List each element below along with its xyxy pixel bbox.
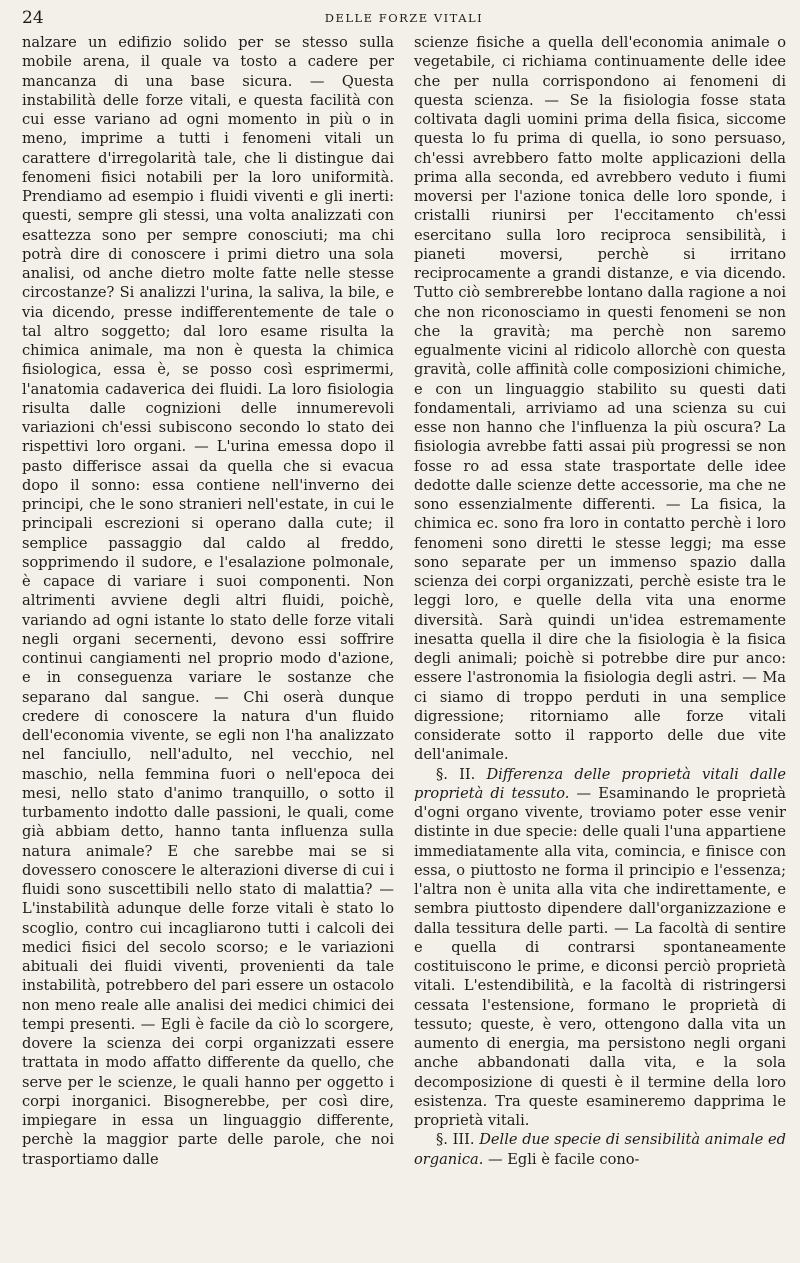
section-2-text: — Esaminando le proprietà d'ogni organo vivente, troviamo poter esse venir distinte in due specie: delle quali l'una appartiene immediatamente alla vita, comincia, e finisce con essa, o piuttosto ne forma il principio e l'essenza; l'altra non è unita alla vita che indirettamente, e sembra piuttosto dipendere dall'organizzazione e dalla tessitura delle parti. — La facoltà di sentire e quella di contrarsi spontaneamente costituiscono le prime, e diconsi perciò proprietà vitali. L'estendibilità, e la facoltà di ristringersi cessata l'estensione, formano le proprietà di tessuto; queste, è vero, ottengono dalla vita un aumento di energia, ma persistono negli organi anche abbandonati dalla vita, e la sola decomposizione di questi è il termine della loro esistenza. Tra queste esamineremo dapprima le proprietà vitali. (414, 784, 786, 1129)
section-3 (414, 1130, 786, 1169)
left-column-paragraph: nalzare un edifizio solido per se stesso sulla mobile arena, il quale va tosto a cadere per mancanza di una base sicura. — Questa instabilità delle forze vitali, e questa facilità con cui esse variano ad ogni momento in più o in meno, imprime a tutti i fenomeni vitali un carattere d'irregolarità tale, che li distingue dai fenomeni fisici notabili per la loro uniformità. Prendiamo ad esempio i fluidi viventi e gli inerti: questi, sempre gli stessi, una volta analizzati con esattezza sono per sempre conosciuti; ma chi potrà dire di conoscere i primi dietro una sola analisi, od anche dietro molte fatte nelle stesse circostanze? Si analizzi l'urina, la saliva, la bile, e via dicendo, presse indifferentemente de tale o tal altro soggetto; dal loro esame risulta la chimica animale, ma non è questa la chimica fisiologica, essa è, se posso così esprimermi, l'anatomia cadaverica dei fluidi. La loro fisiologia risulta dalle cognizioni delle innumerevoli variazioni ch'essi subiscono secondo lo stato dei rispettivi loro organi. — L'urina emessa dopo il pasto differisce assai da quella che si evacua dopo il sonno: essa contiene nell'inverno dei principi, che le sono stranieri nell'estate, in cui le principali escrezioni si operano dalla cute; il semplice passaggio dal caldo al freddo, sopprimendo il sudore, e l'esalazione polmonale, è capace di variare i suoi componenti. Non altrimenti avviene degli altri fluidi, poichè, variando ad ogni istante lo stato delle forze vitali negli organi secernenti, devono essi soffrire continui cangiamenti nel proprio modo d'azione, e in conseguenza variare le sostanze che separano dal sangue. — Chi oserà dunque credere di conoscere la natura d'un fluido dell'economia vivente, se egli non l'ha analizzato nel fanciullo, nell'adulto, nel vecchio, nel maschio, nella femmina fuori o nell'epoca dei mesi, nello stato d'animo tranquillo, o sotto il turbamento indotto dalle passioni, le quali, come già abbiam detto, hanno tanta influenza sulla natura animale? E che sarebbe mai se si dovessero conoscere le alterazioni diverse di cui i fluidi sono suscettibili nello stato di malattia? — L'instabilità adunque delle forze vitali è stato lo scoglio, contro cui incagliarono tutti i calcoli dei medici fisici del secolo scorso; e le variazioni abituali dei fluidi viventi, provenienti da tale instabilità, potrebbero del pari essere un ostacolo non meno reale alle analisi dei medici chimici dei tempi presenti. — Egli è facile da ciò lo scorgere, dovere la scienza dei corpi organizzati essere trattata in modo affatto differente da quello, che serve per le scienze, le quali hanno per oggetto i corpi inorganici. Bisognerebbe, per così dire, impiegare in essa un linguaggio differente, perchè la maggior parte delle parole, che noi trasportiamo dalle (22, 34, 394, 1168)
running-title: DELLE FORZE VITALI (324, 11, 484, 25)
right-column-paragraph: scienze fisiche a quella dell'economia animale o vegetabile, ci richiama continuamente delle idee che per nulla corrispondono ai fenomeni di questa scienza. — Se la fisiologia fosse stata coltivata dagli uomini prima della fisica, siccome questa lo fu prima di quella, io sono persuaso, ch'essi avrebbero fatto molte applicazioni della prima alla seconda, ed avrebbero veduto i fiumi moversi per l'azione tonica delle loro sponde, i cristalli riunirsi per l'eccitamento ch'essi esercitano sulla loro reciproca sensibilità, i pianeti moversi, perchè si irritano reciprocamente a grandi distanze, e via dicendo. Tutto ciò sembrerebbe lontano dalla ragione a noi che non riconosciamo in questi fenomeni se non che la gravità; ma perchè non saremo egualmente vicini al ridicolo allorchè con questa gravità, colle affinità colle composizioni chimiche, e con un linguaggio stabilito su questi dati fondamentali, arriviamo ad una scienza su cui esse non hanno che l'influenza la più oscura? La fisiologia avrebbe fatti assai più progressi se non fosse ro ad essa state trasportate delle idee dedotte dalle scienze dette accessorie, ma che ne sono essenzialmente differenti. — La fisica, la chimica ec. sono fra loro in contatto perchè i loro fenomeni sono diretti le stesse leggi; ma esse sono separate per un immenso spazio dalla scienza dei corpi organizzati, perchè esiste tra le leggi loro, e quelle della vita una enorme diversità. Sarà quindi un'idea estremamente inesatta quella il dire che la fisiologia è la fisica degli animali; poichè si potrebbe dire pur anco: essere l'astronomia la fisiologia degli astri. — Ma ci siamo di troppo perduti in una semplice digressione; ritorniamo alle forze vitali considerate sotto il rapporto delle due vite dell'animale. (414, 34, 786, 764)
text-columns (22, 33, 786, 1169)
section-3-text: — Egli è facile cono- (488, 1150, 640, 1168)
left-column (22, 33, 394, 1169)
page-header (22, 8, 786, 30)
section-2-number: §. II. (436, 765, 476, 783)
section-3-number: §. III. (436, 1131, 475, 1149)
section-2-title: Differenza delle proprietà vitali dalle proprietà di tessuto. (414, 765, 787, 802)
page-number: 24 (22, 8, 44, 28)
section-3-title: Delle due specie di sensibilità animale ed organica. (414, 1131, 787, 1168)
section-2 (414, 765, 786, 1131)
right-column (414, 33, 786, 1169)
